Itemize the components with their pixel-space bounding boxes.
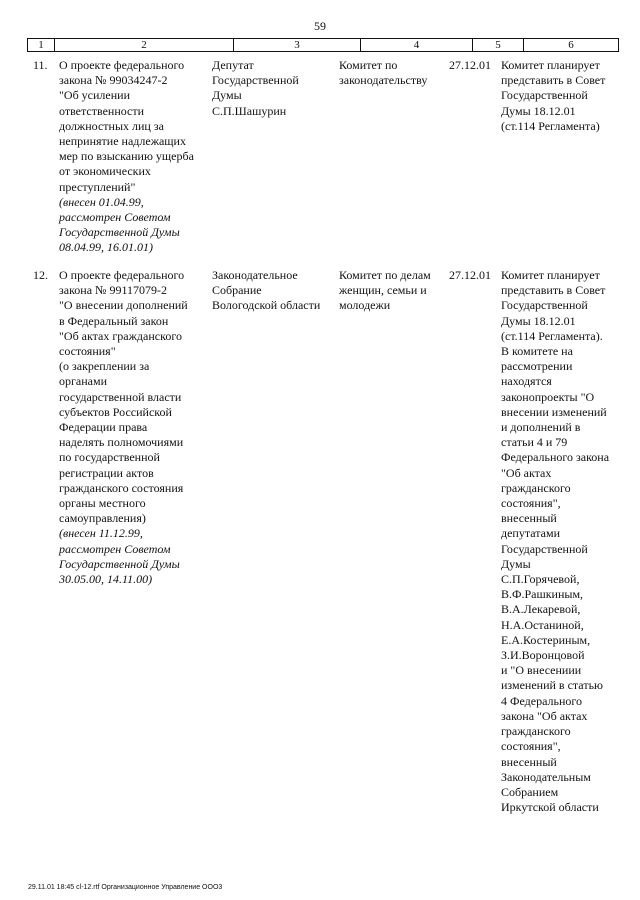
text-line: самоуправления) [59,511,146,526]
text-line: государственной власти [59,389,182,404]
text-line: Государственной [212,73,299,88]
row-12-date: 27.12.01 [449,268,491,282]
text-line: гражданского [501,724,571,739]
text-line: Думы 18.12.01 [501,313,576,328]
text-line: Думы 18.12.01 [501,103,576,118]
text-line: законопроекты "О [501,389,595,404]
text-line: состояния", [501,496,561,511]
text-line: закона № 99117079-2 [59,283,168,298]
text-line: С.П.Шашурин [212,103,287,118]
row-11-date: 27.12.01 [449,58,491,72]
bill-note-line: рассмотрен Советом [59,210,171,225]
column-number-header [27,38,619,52]
text-line: преступлений" [59,179,136,194]
text-line: 4 Федерального [501,693,583,708]
text-line: закона № 99034247-2 [59,73,168,88]
column-number-2: 2 [55,39,234,51]
bill-note-line: рассмотрен Советом [59,541,171,556]
text-line: ответственности [59,103,145,118]
text-line: органами [59,374,108,389]
row-11-committee [339,58,447,88]
text-line: Комитет по делам [339,268,431,282]
bill-note-line: 30.05.00, 14.11.00) [59,572,153,587]
text-line: гражданского [501,480,571,495]
text-line: закона "Об актах [501,708,588,723]
text-line: Собранием [501,784,559,799]
text-line: Законодательное [212,268,298,282]
text-line: Думы [212,88,242,103]
text-line: рассмотрении [501,359,573,374]
text-line: от экономических [59,164,151,179]
text-line: гражданского состояния [59,480,184,495]
text-line: "Об актах [501,465,552,480]
text-line: Государственной [501,541,588,556]
row-11-author [212,58,332,119]
text-line: Законодательным [501,769,591,784]
text-line: В комитете на [501,344,573,359]
text-line: субъектов Российской [59,404,172,419]
text-line: Е.А.Костериным, [501,632,591,647]
text-line: Депутат [212,58,254,72]
text-line: Иркутской области [501,800,599,815]
text-line: состояния" [59,344,116,359]
text-line: (ст.114 Регламента) [501,118,600,133]
column-number-1: 1 [28,39,55,51]
text-line: внесении изменений [501,404,607,419]
text-line: О проекте федерального [59,58,185,72]
text-line: непринятие надлежащих [59,134,186,149]
text-line: Вологодской области [212,298,321,313]
bill-note-line: Государственной Думы [59,556,180,571]
row-12-decision [501,268,619,815]
text-line: женщин, семьи и [339,283,427,298]
row-11-number: 11. [33,58,48,72]
text-line: изменений в статью [501,678,604,693]
text-line: З.И.Воронцовой [501,648,585,663]
text-line: "Об усилении [59,88,130,103]
text-line: и дополнений в [501,420,581,435]
text-line: В.А.Лекаревой, [501,602,581,617]
text-line: "Об актах гражданского [59,328,182,343]
text-line: состояния", [501,739,561,754]
text-line: внесенный [501,511,557,526]
bill-note-line: (внесен 11.12.99, [59,526,143,541]
column-number-3: 3 [234,39,361,51]
text-line: Н.А.Останиной, [501,617,584,632]
text-line: депутатами [501,526,560,541]
text-line: Комитет планирует [501,58,600,72]
column-number-4: 4 [361,39,473,51]
text-line: Собрание [212,283,262,298]
row-12-number: 12. [33,268,48,282]
text-line: Думы [501,556,531,571]
text-line: "О внесении дополнений [59,298,188,313]
text-line: (ст.114 Регламента). [501,328,603,343]
text-line: находятся [501,374,552,389]
text-line: органы местного [59,496,146,511]
print-footer: 29.11.01 18:45 cl-12.rtf Организационное Управление ООО3 [28,884,223,891]
text-line: в Федеральный закон [59,313,169,328]
text-line: и "О внесениии [501,663,582,678]
text-line: законодательству [339,73,428,88]
text-line: Федерации права [59,420,148,435]
text-line: представить в Совет [501,283,606,298]
bill-note-line: 08.04.99, 16.01.01) [59,240,153,255]
text-line: Федерального закона [501,450,610,465]
text-line: Государственной [501,88,588,103]
row-12-bill-title [59,268,209,587]
text-line: внесенный [501,754,557,769]
text-line: по государственной [59,450,160,465]
text-line: О проекте федерального [59,268,185,282]
text-line: С.П.Горячевой, [501,572,580,587]
text-line: должностных лиц за [59,118,164,133]
page-number: 59 [314,19,326,33]
text-line: (о закреплении за [59,359,150,374]
text-line: В.Ф.Рашкиным, [501,587,584,602]
row-12-committee [339,268,447,314]
bill-note-line: (внесен 01.04.99, [59,194,144,209]
text-line: статьи 4 и 79 [501,435,568,450]
text-line: наделять полномочиями [59,435,184,450]
column-number-6: 6 [568,39,574,51]
text-line: Государственной [501,298,588,313]
row-12-author [212,268,336,314]
column-number-5: 5 [473,39,524,51]
text-line: регистрации актов [59,465,154,480]
text-line: молодежи [339,298,391,313]
text-line: Комитет по [339,58,398,72]
text-line: представить в Совет [501,73,606,88]
text-line: мер по взысканию ущерба [59,149,194,164]
row-11-bill-title [59,58,209,256]
bill-note-line: Государственной Думы [59,225,180,240]
text-line: Комитет планирует [501,268,600,282]
row-11-decision [501,58,619,134]
